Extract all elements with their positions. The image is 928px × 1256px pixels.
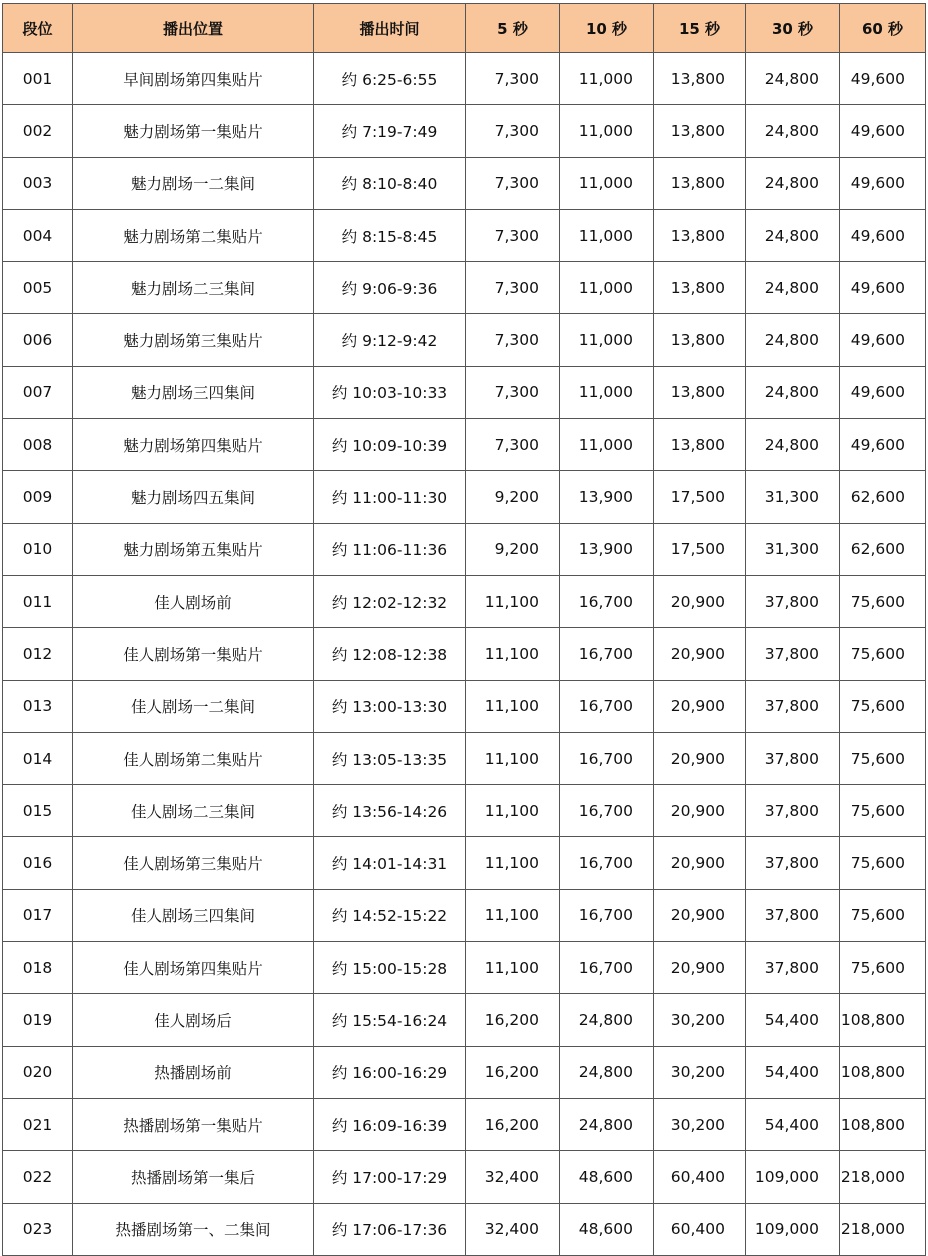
position-cell: 魅力剧场第五集贴片	[73, 523, 314, 575]
rate-10s-cell: 11,000	[560, 157, 654, 209]
position-cell: 佳人剧场一二集间	[73, 680, 314, 732]
time-cell: 约 16:09-16:39	[314, 1098, 466, 1150]
table-row	[3, 1203, 926, 1255]
time-cell: 约 11:00-11:30	[314, 471, 466, 523]
segment-code-cell: 002	[3, 105, 73, 157]
segment-code-cell: 012	[3, 628, 73, 680]
rate-60s-cell: 108,800	[840, 1098, 926, 1150]
segment-code-cell: 023	[3, 1203, 73, 1255]
rate-10s-cell: 11,000	[560, 209, 654, 261]
rate-15s-cell: 20,900	[654, 785, 746, 837]
rate-60s-cell: 108,800	[840, 994, 926, 1046]
rate-10s-cell: 16,700	[560, 575, 654, 627]
rate-15s-cell: 20,900	[654, 628, 746, 680]
column-header-15s: 15 秒	[654, 4, 746, 53]
rate-60s-cell: 62,600	[840, 523, 926, 575]
segment-code-cell: 007	[3, 366, 73, 418]
time-cell: 约 10:09-10:39	[314, 419, 466, 471]
time-cell: 约 8:10-8:40	[314, 157, 466, 209]
time-cell: 约 15:00-15:28	[314, 942, 466, 994]
table-row	[3, 523, 926, 575]
rate-30s-cell: 24,800	[746, 366, 840, 418]
rate-60s-cell: 75,600	[840, 889, 926, 941]
rate-5s-cell: 11,100	[466, 942, 560, 994]
rate-30s-cell: 24,800	[746, 419, 840, 471]
time-cell: 约 9:12-9:42	[314, 314, 466, 366]
rate-15s-cell: 13,800	[654, 53, 746, 105]
rate-30s-cell: 31,300	[746, 523, 840, 575]
rate-15s-cell: 20,900	[654, 942, 746, 994]
rate-15s-cell: 17,500	[654, 523, 746, 575]
rate-30s-cell: 54,400	[746, 994, 840, 1046]
rate-30s-cell: 37,800	[746, 785, 840, 837]
table-row	[3, 575, 926, 627]
rate-10s-cell: 11,000	[560, 105, 654, 157]
segment-code-cell: 009	[3, 471, 73, 523]
position-cell: 热播剧场第一集贴片	[73, 1098, 314, 1150]
rate-10s-cell: 16,700	[560, 680, 654, 732]
segment-code-cell: 005	[3, 262, 73, 314]
rate-15s-cell: 20,900	[654, 575, 746, 627]
position-cell: 佳人剧场三四集间	[73, 889, 314, 941]
position-cell: 佳人剧场第四集贴片	[73, 942, 314, 994]
rate-5s-cell: 9,200	[466, 471, 560, 523]
time-cell: 约 8:15-8:45	[314, 209, 466, 261]
rate-10s-cell: 11,000	[560, 419, 654, 471]
rate-30s-cell: 109,000	[746, 1151, 840, 1203]
table-row	[3, 419, 926, 471]
time-cell: 约 17:06-17:36	[314, 1203, 466, 1255]
rate-10s-cell: 48,600	[560, 1151, 654, 1203]
rate-60s-cell: 49,600	[840, 157, 926, 209]
table-row	[3, 837, 926, 889]
rate-10s-cell: 13,900	[560, 523, 654, 575]
rate-10s-cell: 16,700	[560, 628, 654, 680]
rate-15s-cell: 13,800	[654, 105, 746, 157]
table-row	[3, 785, 926, 837]
time-cell: 约 17:00-17:29	[314, 1151, 466, 1203]
rate-15s-cell: 20,900	[654, 680, 746, 732]
rate-60s-cell: 49,600	[840, 262, 926, 314]
table-row	[3, 314, 926, 366]
rate-60s-cell: 75,600	[840, 575, 926, 627]
rate-5s-cell: 7,300	[466, 209, 560, 261]
rate-5s-cell: 7,300	[466, 53, 560, 105]
segment-code-cell: 010	[3, 523, 73, 575]
rate-15s-cell: 20,900	[654, 889, 746, 941]
rate-15s-cell: 17,500	[654, 471, 746, 523]
position-cell: 热播剧场前	[73, 1046, 314, 1098]
time-cell: 约 7:19-7:49	[314, 105, 466, 157]
table-row	[3, 732, 926, 784]
time-cell: 约 10:03-10:33	[314, 366, 466, 418]
table-row	[3, 471, 926, 523]
rate-15s-cell: 30,200	[654, 994, 746, 1046]
position-cell: 热播剧场第一、二集间	[73, 1203, 314, 1255]
rate-10s-cell: 11,000	[560, 53, 654, 105]
rate-10s-cell: 16,700	[560, 785, 654, 837]
segment-code-cell: 006	[3, 314, 73, 366]
table-row	[3, 1046, 926, 1098]
rate-5s-cell: 16,200	[466, 1098, 560, 1150]
rate-30s-cell: 54,400	[746, 1046, 840, 1098]
rate-60s-cell: 108,800	[840, 1046, 926, 1098]
rate-10s-cell: 24,800	[560, 994, 654, 1046]
rate-60s-cell: 49,600	[840, 419, 926, 471]
table-body	[3, 53, 926, 1256]
rate-15s-cell: 20,900	[654, 837, 746, 889]
time-cell: 约 12:08-12:38	[314, 628, 466, 680]
table-row	[3, 105, 926, 157]
time-cell: 约 9:06-9:36	[314, 262, 466, 314]
segment-code-cell: 013	[3, 680, 73, 732]
rate-60s-cell: 218,000	[840, 1203, 926, 1255]
time-cell: 约 16:00-16:29	[314, 1046, 466, 1098]
column-header-time: 播出时间	[314, 4, 466, 53]
segment-code-cell: 011	[3, 575, 73, 627]
rate-5s-cell: 32,400	[466, 1203, 560, 1255]
rate-60s-cell: 62,600	[840, 471, 926, 523]
rate-5s-cell: 11,100	[466, 889, 560, 941]
rate-10s-cell: 24,800	[560, 1098, 654, 1150]
position-cell: 热播剧场第一集后	[73, 1151, 314, 1203]
table-row	[3, 209, 926, 261]
time-cell: 约 13:00-13:30	[314, 680, 466, 732]
rate-5s-cell: 11,100	[466, 785, 560, 837]
position-cell: 佳人剧场第一集贴片	[73, 628, 314, 680]
table-row	[3, 1098, 926, 1150]
position-cell: 佳人剧场二三集间	[73, 785, 314, 837]
rate-30s-cell: 24,800	[746, 209, 840, 261]
rate-15s-cell: 13,800	[654, 157, 746, 209]
rate-10s-cell: 13,900	[560, 471, 654, 523]
rate-30s-cell: 109,000	[746, 1203, 840, 1255]
rate-5s-cell: 11,100	[466, 680, 560, 732]
rate-10s-cell: 11,000	[560, 314, 654, 366]
rate-table	[2, 3, 926, 1256]
rate-30s-cell: 24,800	[746, 157, 840, 209]
rate-60s-cell: 75,600	[840, 628, 926, 680]
rate-60s-cell: 49,600	[840, 366, 926, 418]
rate-5s-cell: 11,100	[466, 732, 560, 784]
segment-code-cell: 015	[3, 785, 73, 837]
table-row	[3, 942, 926, 994]
rate-10s-cell: 24,800	[560, 1046, 654, 1098]
column-header-position: 播出位置	[73, 4, 314, 53]
rate-15s-cell: 30,200	[654, 1098, 746, 1150]
rate-15s-cell: 13,800	[654, 262, 746, 314]
rate-30s-cell: 37,800	[746, 575, 840, 627]
column-header-segment: 段位	[3, 4, 73, 53]
segment-code-cell: 001	[3, 53, 73, 105]
rate-30s-cell: 37,800	[746, 837, 840, 889]
segment-code-cell: 008	[3, 419, 73, 471]
time-cell: 约 11:06-11:36	[314, 523, 466, 575]
rate-5s-cell: 11,100	[466, 575, 560, 627]
rate-60s-cell: 75,600	[840, 732, 926, 784]
rate-15s-cell: 13,800	[654, 209, 746, 261]
position-cell: 魅力剧场二三集间	[73, 262, 314, 314]
rate-5s-cell: 7,300	[466, 262, 560, 314]
column-header-30s: 30 秒	[746, 4, 840, 53]
table-row	[3, 680, 926, 732]
rate-30s-cell: 31,300	[746, 471, 840, 523]
table-row	[3, 262, 926, 314]
column-header-5s: 5 秒	[466, 4, 560, 53]
table-row	[3, 366, 926, 418]
rate-60s-cell: 75,600	[840, 680, 926, 732]
rate-10s-cell: 48,600	[560, 1203, 654, 1255]
rate-sheet	[2, 3, 925, 1256]
column-header-10s: 10 秒	[560, 4, 654, 53]
rate-30s-cell: 24,800	[746, 105, 840, 157]
time-cell: 约 13:56-14:26	[314, 785, 466, 837]
rate-30s-cell: 24,800	[746, 262, 840, 314]
rate-30s-cell: 54,400	[746, 1098, 840, 1150]
rate-5s-cell: 11,100	[466, 837, 560, 889]
table-row	[3, 157, 926, 209]
position-cell: 佳人剧场后	[73, 994, 314, 1046]
rate-30s-cell: 37,800	[746, 942, 840, 994]
header-row	[3, 4, 926, 53]
rate-60s-cell: 75,600	[840, 837, 926, 889]
rate-10s-cell: 11,000	[560, 262, 654, 314]
table-row	[3, 889, 926, 941]
rate-5s-cell: 11,100	[466, 628, 560, 680]
position-cell: 魅力剧场第二集贴片	[73, 209, 314, 261]
rate-15s-cell: 60,400	[654, 1151, 746, 1203]
segment-code-cell: 021	[3, 1098, 73, 1150]
segment-code-cell: 020	[3, 1046, 73, 1098]
segment-code-cell: 014	[3, 732, 73, 784]
rate-15s-cell: 13,800	[654, 314, 746, 366]
rate-5s-cell: 7,300	[466, 314, 560, 366]
segment-code-cell: 016	[3, 837, 73, 889]
rate-30s-cell: 37,800	[746, 628, 840, 680]
time-cell: 约 6:25-6:55	[314, 53, 466, 105]
position-cell: 魅力剧场一二集间	[73, 157, 314, 209]
rate-5s-cell: 7,300	[466, 366, 560, 418]
position-cell: 魅力剧场第三集贴片	[73, 314, 314, 366]
rate-30s-cell: 37,800	[746, 889, 840, 941]
rate-15s-cell: 13,800	[654, 419, 746, 471]
time-cell: 约 14:52-15:22	[314, 889, 466, 941]
segment-code-cell: 018	[3, 942, 73, 994]
rate-30s-cell: 37,800	[746, 680, 840, 732]
rate-60s-cell: 218,000	[840, 1151, 926, 1203]
rate-30s-cell: 24,800	[746, 53, 840, 105]
rate-30s-cell: 37,800	[746, 732, 840, 784]
table-row	[3, 53, 926, 105]
rate-5s-cell: 7,300	[466, 105, 560, 157]
rate-15s-cell: 20,900	[654, 732, 746, 784]
rate-10s-cell: 11,000	[560, 366, 654, 418]
position-cell: 魅力剧场四五集间	[73, 471, 314, 523]
segment-code-cell: 017	[3, 889, 73, 941]
rate-30s-cell: 24,800	[746, 314, 840, 366]
rate-5s-cell: 7,300	[466, 157, 560, 209]
position-cell: 早间剧场第四集贴片	[73, 53, 314, 105]
rate-15s-cell: 60,400	[654, 1203, 746, 1255]
position-cell: 佳人剧场第二集贴片	[73, 732, 314, 784]
rate-10s-cell: 16,700	[560, 837, 654, 889]
rate-5s-cell: 7,300	[466, 419, 560, 471]
rate-60s-cell: 75,600	[840, 942, 926, 994]
rate-10s-cell: 16,700	[560, 732, 654, 784]
table-row	[3, 1151, 926, 1203]
rate-60s-cell: 75,600	[840, 785, 926, 837]
segment-code-cell: 004	[3, 209, 73, 261]
rate-60s-cell: 49,600	[840, 53, 926, 105]
rate-60s-cell: 49,600	[840, 314, 926, 366]
rate-15s-cell: 13,800	[654, 366, 746, 418]
table-row	[3, 628, 926, 680]
segment-code-cell: 019	[3, 994, 73, 1046]
time-cell: 约 12:02-12:32	[314, 575, 466, 627]
rate-5s-cell: 9,200	[466, 523, 560, 575]
rate-60s-cell: 49,600	[840, 209, 926, 261]
position-cell: 佳人剧场前	[73, 575, 314, 627]
table-row	[3, 994, 926, 1046]
position-cell: 魅力剧场三四集间	[73, 366, 314, 418]
rate-5s-cell: 32,400	[466, 1151, 560, 1203]
position-cell: 魅力剧场第四集贴片	[73, 419, 314, 471]
position-cell: 魅力剧场第一集贴片	[73, 105, 314, 157]
position-cell: 佳人剧场第三集贴片	[73, 837, 314, 889]
rate-5s-cell: 16,200	[466, 1046, 560, 1098]
rate-60s-cell: 49,600	[840, 105, 926, 157]
time-cell: 约 15:54-16:24	[314, 994, 466, 1046]
rate-10s-cell: 16,700	[560, 942, 654, 994]
segment-code-cell: 022	[3, 1151, 73, 1203]
rate-10s-cell: 16,700	[560, 889, 654, 941]
segment-code-cell: 003	[3, 157, 73, 209]
time-cell: 约 14:01-14:31	[314, 837, 466, 889]
column-header-60s: 60 秒	[840, 4, 926, 53]
rate-5s-cell: 16,200	[466, 994, 560, 1046]
time-cell: 约 13:05-13:35	[314, 732, 466, 784]
rate-15s-cell: 30,200	[654, 1046, 746, 1098]
